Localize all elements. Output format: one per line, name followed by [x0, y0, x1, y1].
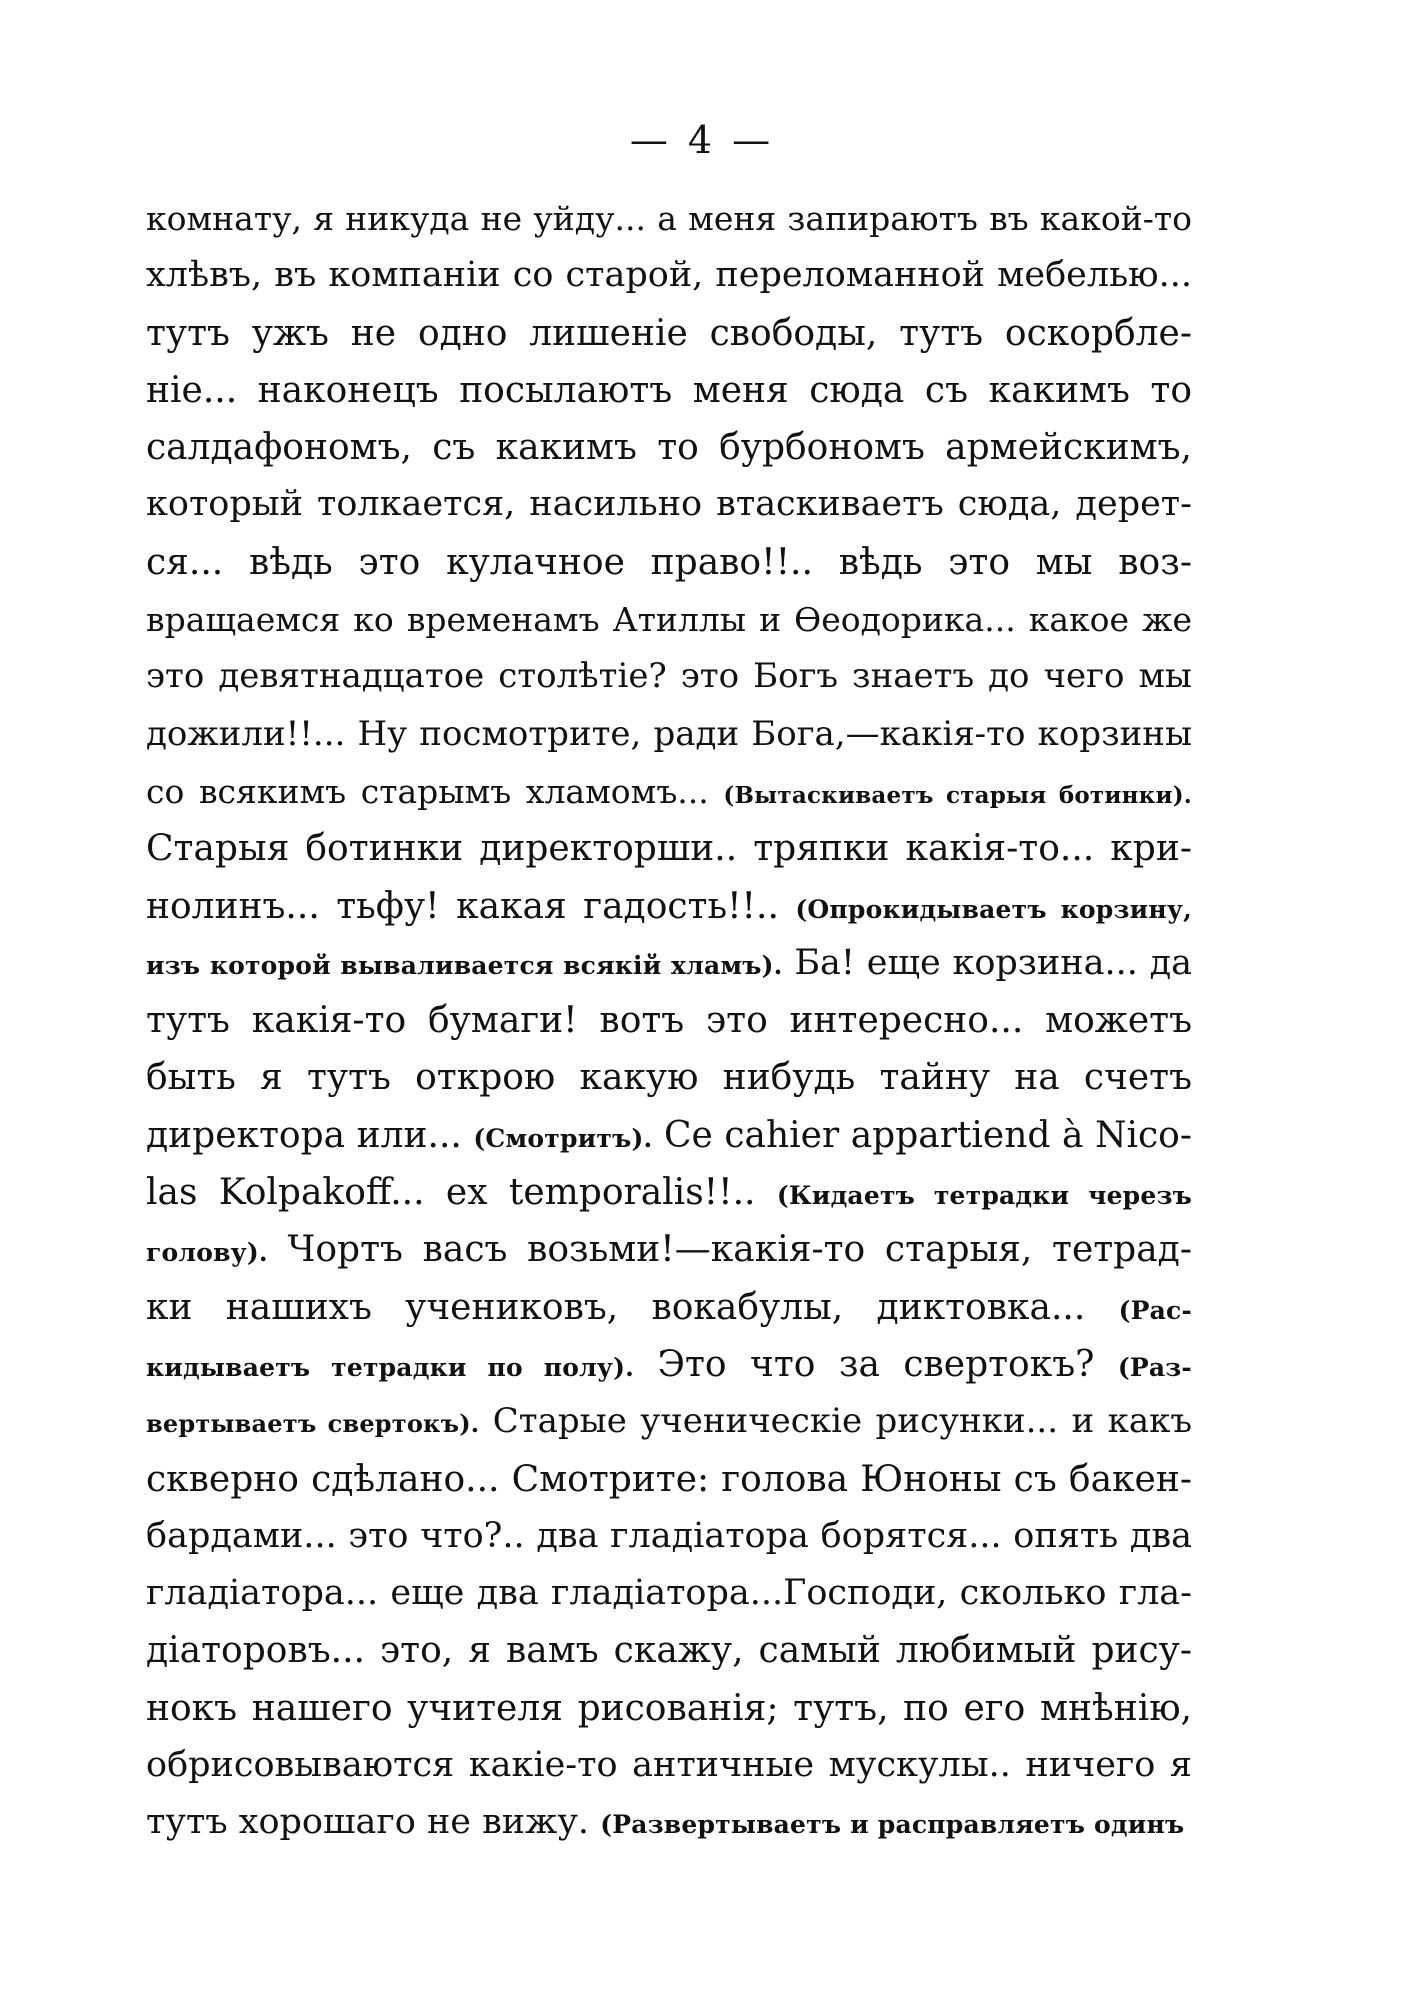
speech-text: тутъ какія-то бумаги! вотъ это интересно... можетъ: [146, 1000, 1192, 1042]
speech-text: Ce cahier appartiend à Nico-: [652, 1114, 1192, 1156]
stage-direction: вертываетъ свертокъ).: [146, 1409, 480, 1439]
text-line: [146, 362, 1192, 419]
text-line: [146, 1737, 1192, 1794]
speech-text: діаторовъ... это, я вамъ скажу, самый любимый рису-: [146, 1630, 1192, 1672]
stage-direction: (Раз-: [1117, 1352, 1193, 1382]
speech-text: директора или...: [146, 1114, 474, 1156]
text-line: [146, 992, 1192, 1049]
speech-text: скверно сдѣлано... Смотрите: голова Юноны съ бакен-: [146, 1458, 1192, 1500]
speech-text: ки нашихъ учениковъ, вокабулы, диктовка...: [146, 1286, 1119, 1328]
text-line: [146, 935, 1192, 992]
text-line: [146, 1336, 1192, 1393]
stage-direction: (Развертываетъ и расправляетъ одинъ: [600, 1810, 1185, 1840]
text-line: [146, 591, 1192, 648]
text-line: [146, 305, 1192, 362]
text-line: [146, 1279, 1192, 1336]
text-line: [146, 476, 1192, 533]
speech-text: обрисовываются какіе-то античные мускулы.. ничего я: [146, 1745, 1192, 1786]
speech-text: быть я тутъ открою какую нибудь тайну на счетъ: [146, 1057, 1192, 1099]
speech-text: салдафономъ, съ какимъ то бурбономъ армейскимъ,: [146, 427, 1192, 469]
speech-text: бардами... это что?.. два гладіатора борятся... опять два: [146, 1515, 1192, 1556]
speech-text: тутъ хорошаго не вижу.: [146, 1802, 601, 1843]
body-text: [146, 190, 1192, 1852]
speech-text: Ба! еще корзина... да: [782, 942, 1192, 983]
text-line: [146, 706, 1192, 763]
text-line: [146, 1393, 1192, 1450]
text-line: [146, 1622, 1192, 1679]
text-line: [146, 820, 1192, 877]
speech-text: хлѣвъ, въ компаніи со старой, переломанной мебелью...: [146, 255, 1192, 296]
speech-text: ніе... наконецъ посылаютъ меня сюда съ какимъ то: [146, 369, 1192, 411]
speech-text: Чортъ васъ возьми!—какія-то старыя, тетрад-: [267, 1229, 1192, 1271]
text-line: [146, 1565, 1192, 1622]
speech-text: нокъ нашего учителя рисованія; тутъ, по его мнѣнію,: [146, 1687, 1192, 1729]
speech-text: тутъ ужъ не одно лишеніе свободы, тутъ оскорбле-: [146, 312, 1192, 354]
text-line: [146, 1049, 1192, 1106]
page-number: — 4 —: [629, 118, 775, 162]
speech-text: нолинъ... тьфу! какая гадость!!..: [146, 885, 796, 927]
text-line: [146, 1164, 1192, 1221]
stage-direction: (Вытаскиваетъ старыя ботинки).: [723, 781, 1193, 809]
stage-direction: кидываетъ тетрадки по полу).: [146, 1352, 635, 1382]
text-line: [146, 763, 1192, 820]
speech-text: Старые ученическіе рисунки... и какъ: [479, 1401, 1192, 1442]
stage-direction: изъ которой вываливается всякій хламъ).: [146, 950, 783, 980]
text-line: [146, 1508, 1192, 1565]
text-line: [146, 419, 1192, 476]
text-line: [146, 247, 1192, 304]
speech-text: который толкается, насильно втаскиваетъ сюда, дерет-: [146, 484, 1192, 525]
speech-text: Это что за свертокъ?: [634, 1343, 1118, 1385]
speech-text: Старыя ботинки директорши.. тряпки какія-то... кри-: [146, 828, 1192, 870]
text-line: [146, 1107, 1192, 1164]
text-line: [146, 1451, 1192, 1508]
text-line: [146, 534, 1192, 591]
text-line: [146, 1794, 1192, 1851]
speech-text: комнату, я никуда не уйду... а меня запираютъ въ какой-то: [146, 199, 1192, 238]
stage-direction: голову).: [146, 1238, 268, 1268]
text-line: [146, 1221, 1192, 1278]
speech-text: это девятнадцатое столѣтіе? это Богъ знаетъ до чего мы: [146, 656, 1192, 697]
stage-direction: (Опрокидываетъ корзину,: [795, 894, 1192, 924]
speech-text: гладіатора... еще два гладіатора...Господи, сколько гла-: [146, 1573, 1192, 1614]
text-line: [146, 1680, 1192, 1737]
stage-direction: (Кидаетъ тетрадки черезъ: [776, 1181, 1192, 1211]
text-line: [146, 190, 1192, 247]
speech-text: со всякимъ старымъ хламомъ...: [146, 771, 724, 811]
stage-direction: (Смотритъ).: [473, 1123, 653, 1153]
speech-text: ся... вѣдь это кулачное право!!.. вѣдь это мы воз-: [146, 541, 1192, 583]
speech-text: вращаемся ко временамъ Атиллы и Ѳеодорика... какое же: [146, 600, 1192, 640]
speech-text: дожили!!... Ну посмотрите, ради Бога,—какія-то корзины: [146, 713, 1192, 754]
text-line: [146, 878, 1192, 935]
speech-text: las Kolpakoff... ex temporalis!!..: [146, 1172, 777, 1214]
stage-direction: (Рас-: [1118, 1295, 1192, 1325]
text-line: [146, 648, 1192, 705]
